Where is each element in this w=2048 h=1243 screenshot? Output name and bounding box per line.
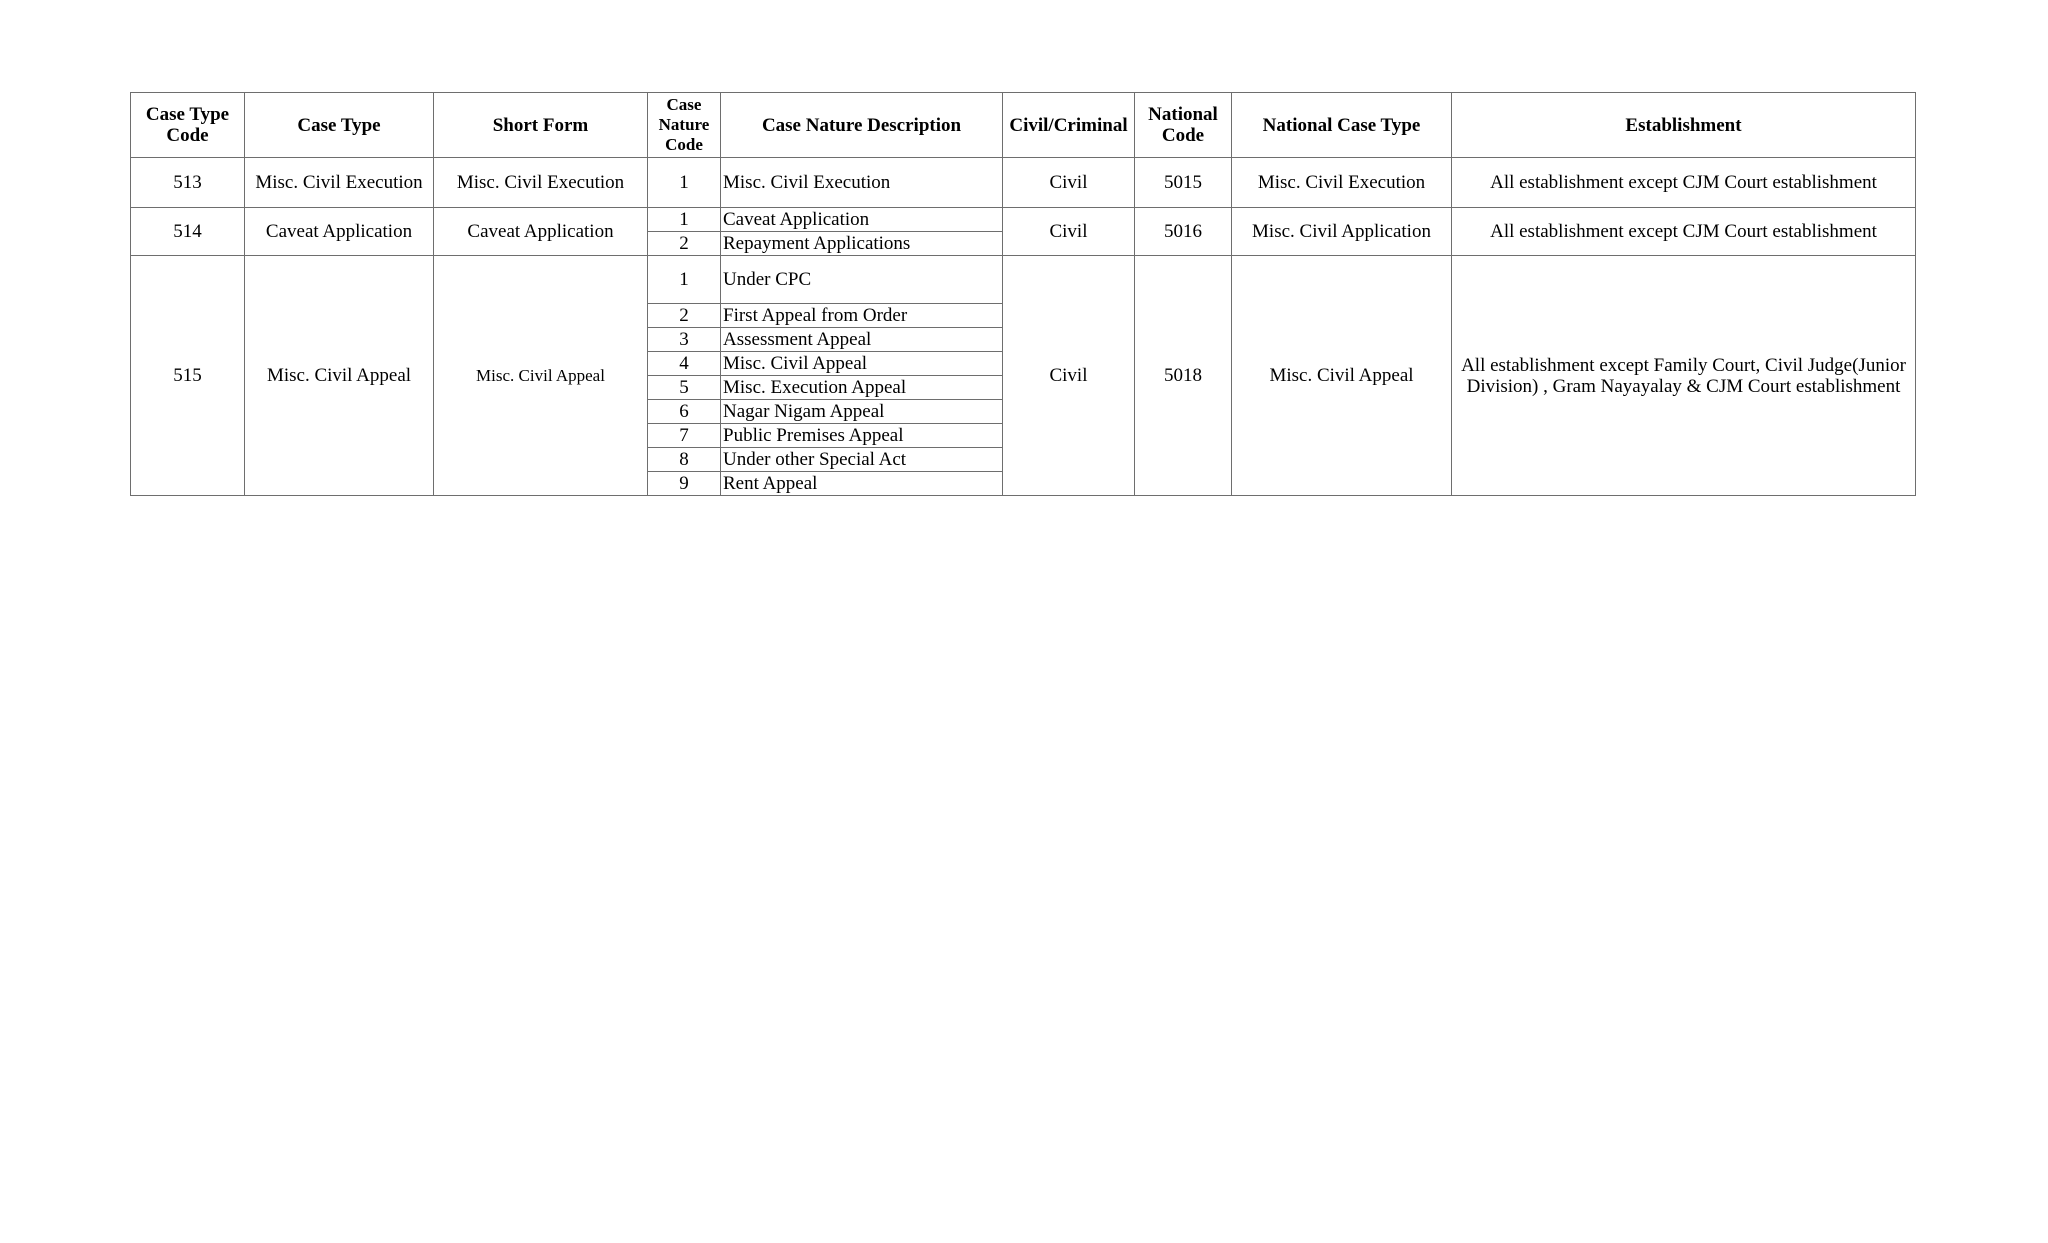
case-type-cell: Caveat Application — [245, 208, 434, 256]
case-nature-description-cell: Nagar Nigam Appeal — [721, 400, 1003, 424]
case-nature-code-cell: 5 — [648, 376, 721, 400]
case-nature-description-cell: Assessment Appeal — [721, 328, 1003, 352]
case-nature-description-cell: Public Premises Appeal — [721, 424, 1003, 448]
header-row — [131, 93, 1916, 158]
short-form-cell: Caveat Application — [434, 208, 648, 256]
case-nature-code-cell: 3 — [648, 328, 721, 352]
establishment-cell: All establishment except Family Court, Civil Judge(Junior Division) , Gram Nayayalay & CJM Court establishment — [1452, 256, 1916, 496]
case-type-table — [130, 92, 1916, 496]
national-case-type-cell: Misc. Civil Application — [1232, 208, 1452, 256]
short-form-cell: Misc. Civil Execution — [434, 158, 648, 208]
case-nature-description-cell: Caveat Application — [721, 208, 1003, 232]
header-case-type: Case Type — [245, 93, 434, 158]
case-nature-code-cell: 1 — [648, 158, 721, 208]
national-code-cell: 5015 — [1135, 158, 1232, 208]
national-case-type-cell: Misc. Civil Execution — [1232, 158, 1452, 208]
case-nature-code-cell: 4 — [648, 352, 721, 376]
header-case-nature-code: Case Nature Code — [648, 93, 721, 158]
header-case-nature-description: Case Nature Description — [721, 93, 1003, 158]
establishment-cell: All establishment except CJM Court establishment — [1452, 158, 1916, 208]
civil-criminal-cell: Civil — [1003, 158, 1135, 208]
header-civil-criminal: Civil/Criminal — [1003, 93, 1135, 158]
case-nature-code-cell: 1 — [648, 256, 721, 304]
case-type-code-cell: 514 — [131, 208, 245, 256]
civil-criminal-cell: Civil — [1003, 256, 1135, 496]
case-type-code-cell: 515 — [131, 256, 245, 496]
header-establishment: Establishment — [1452, 93, 1916, 158]
case-nature-code-cell: 2 — [648, 304, 721, 328]
case-nature-description-cell: Rent Appeal — [721, 472, 1003, 496]
table-row — [131, 208, 1916, 232]
table-row — [131, 256, 1916, 304]
case-type-code-cell: 513 — [131, 158, 245, 208]
header-case-type-code: Case Type Code — [131, 93, 245, 158]
national-code-cell: 5018 — [1135, 256, 1232, 496]
case-nature-code-cell: 9 — [648, 472, 721, 496]
case-nature-code-cell: 1 — [648, 208, 721, 232]
civil-criminal-cell: Civil — [1003, 208, 1135, 256]
case-nature-description-cell: Repayment Applications — [721, 232, 1003, 256]
header-national-case-type: National Case Type — [1232, 93, 1452, 158]
establishment-cell: All establishment except CJM Court establishment — [1452, 208, 1916, 256]
short-form-cell: Misc. Civil Appeal — [434, 256, 648, 496]
case-nature-description-cell: Misc. Civil Appeal — [721, 352, 1003, 376]
case-nature-description-cell: Under other Special Act — [721, 448, 1003, 472]
table-row — [131, 158, 1916, 208]
case-nature-description-cell: Misc. Civil Execution — [721, 158, 1003, 208]
case-nature-code-cell: 7 — [648, 424, 721, 448]
case-nature-description-cell: Under CPC — [721, 256, 1003, 304]
case-nature-code-cell: 8 — [648, 448, 721, 472]
case-nature-code-cell: 2 — [648, 232, 721, 256]
case-type-cell: Misc. Civil Execution — [245, 158, 434, 208]
case-type-cell: Misc. Civil Appeal — [245, 256, 434, 496]
national-case-type-cell: Misc. Civil Appeal — [1232, 256, 1452, 496]
case-nature-description-cell: Misc. Execution Appeal — [721, 376, 1003, 400]
case-nature-code-cell: 6 — [648, 400, 721, 424]
national-code-cell: 5016 — [1135, 208, 1232, 256]
header-national-code: National Code — [1135, 93, 1232, 158]
case-nature-description-cell: First Appeal from Order — [721, 304, 1003, 328]
header-short-form: Short Form — [434, 93, 648, 158]
